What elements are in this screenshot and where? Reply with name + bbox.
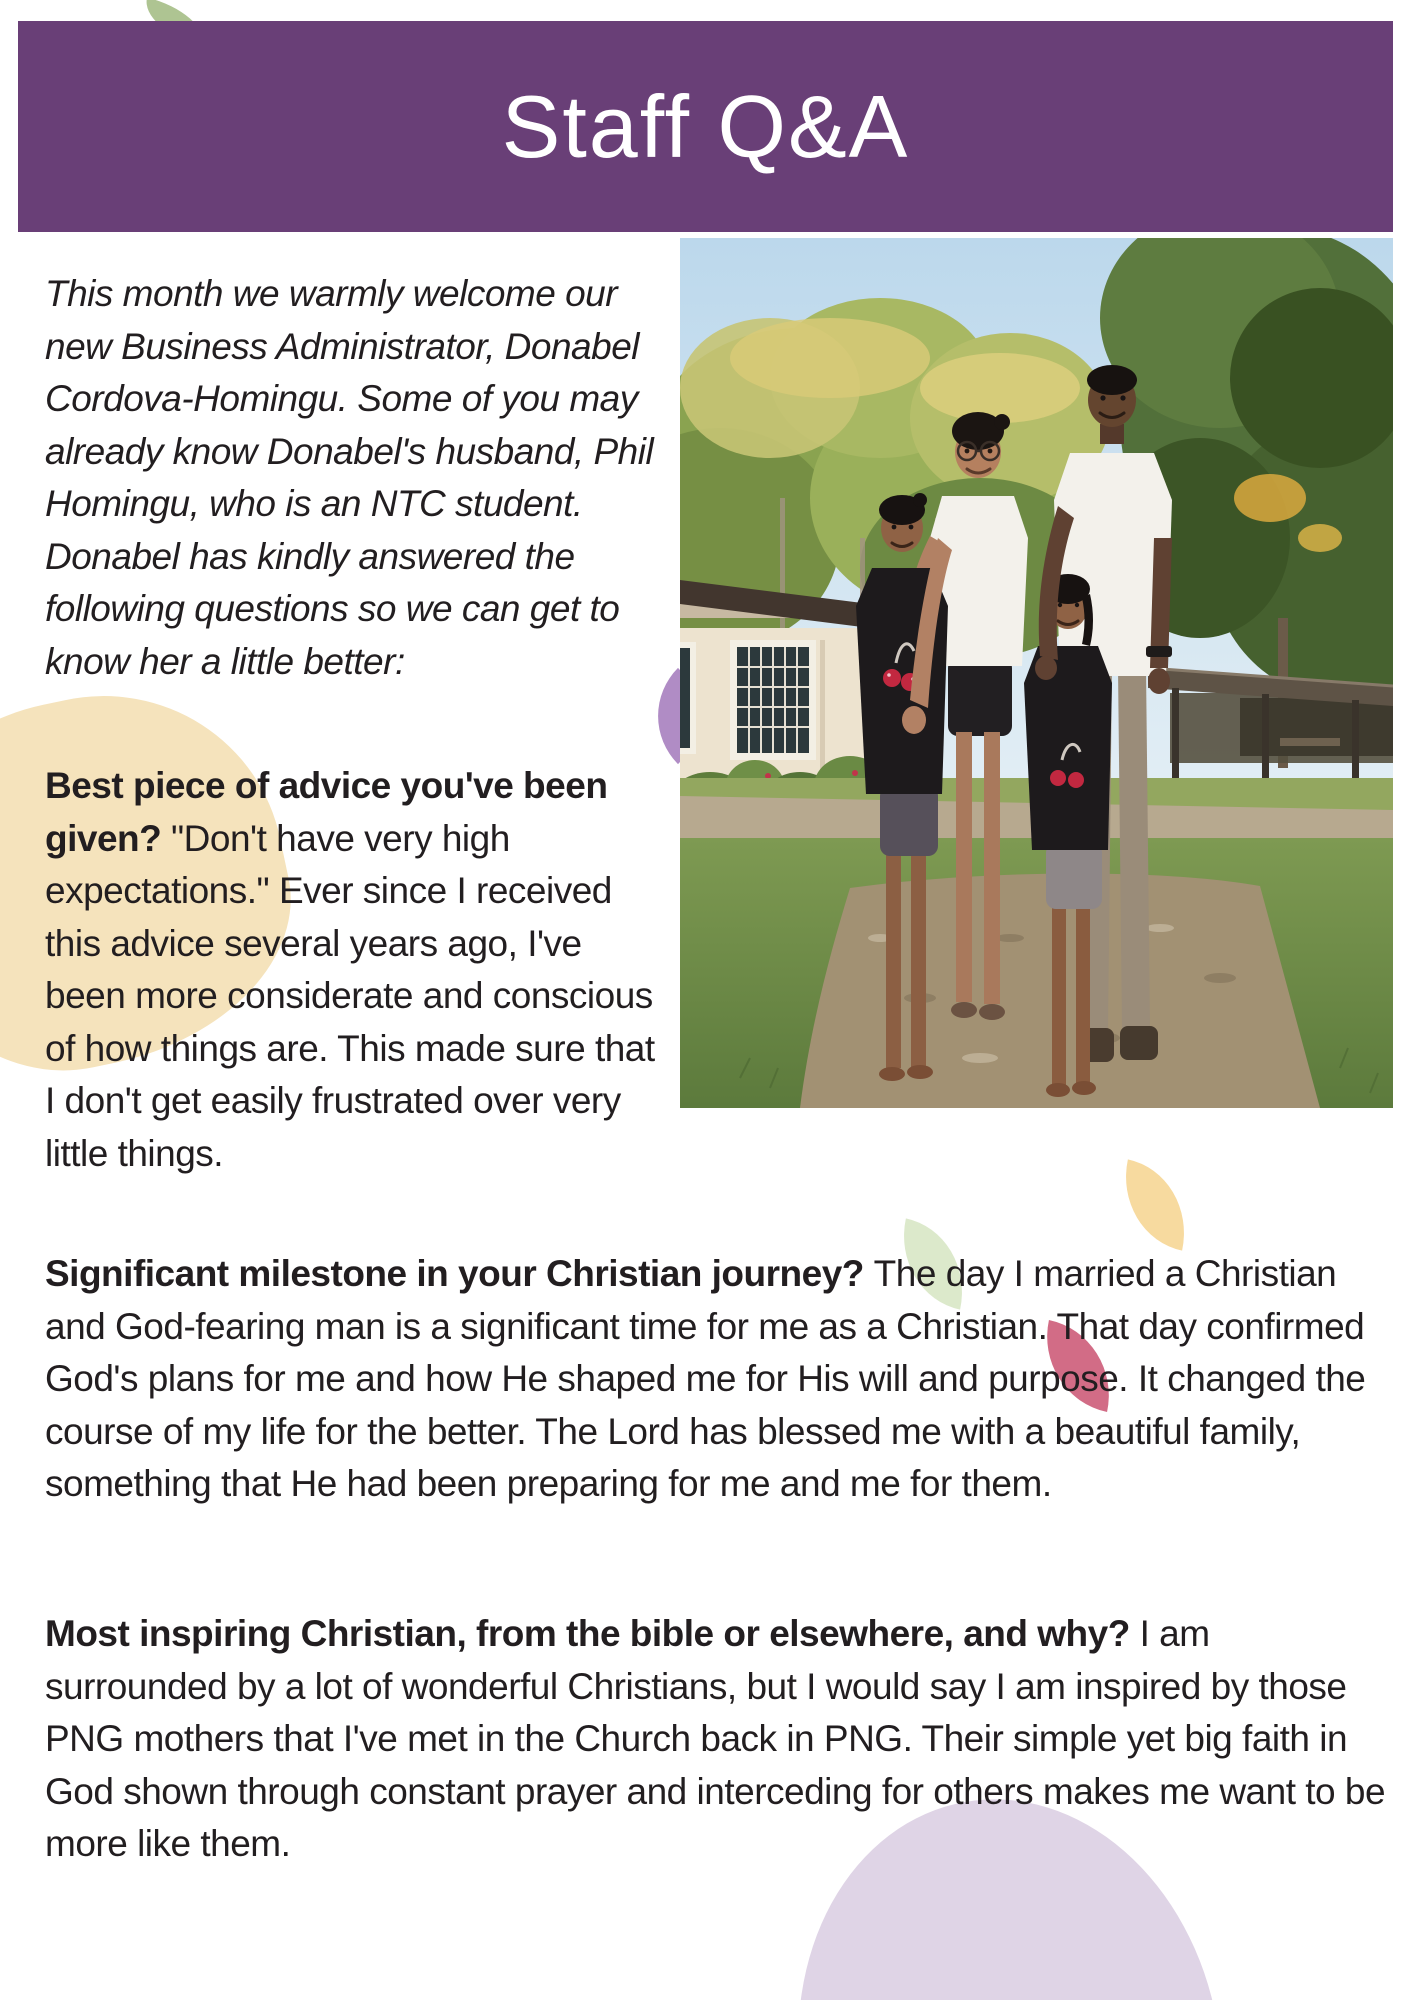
family-photo (680, 238, 1393, 1108)
qa-milestone-answer: The day I married a Christian and God-fearing man is a significant time for me as a Christian. That day confirmed God's plans for me and how He shaped me for His will and purpose. It changed the course of my life for the better. The Lord has blessed me with a beautiful family, something that He had been preparing for me and me for them. (45, 1253, 1366, 1504)
qa-milestone (45, 1248, 1387, 1511)
header-banner (18, 21, 1393, 232)
qa-advice-question: Best piece of advice you've been given? (45, 765, 608, 859)
qa-inspiring (45, 1608, 1387, 1871)
qa-advice (45, 760, 660, 1180)
qa-inspiring-question: Most inspiring Christian, from the bible or elsewhere, and why? (45, 1613, 1130, 1654)
qa-milestone-question: Significant milestone in your Christian journey? (45, 1253, 864, 1294)
page-title: Staff Q&A (501, 76, 910, 176)
qa-advice-answer: "Don't have very high expectations." Ever since I received this advice several years ago, I've been more considerate and conscious of how things are. This made sure that I don't get easily frustrated over very little things. (45, 817, 655, 1174)
intro-paragraph: This month we warmly welcome our new Business Administrator, Donabel Cordova-Homingu. Some of you may already know Donabel's husband, Phil Homingu, who is an NTC student. Donabel has kindly answered the following questions so we can get to know her a little better: (45, 273, 654, 682)
qa-inspiring-answer: I am surrounded by a lot of wonderful Christians, but I would say I am inspired by those PNG mothers that I've met in the Church back in PNG. Their simple yet big faith in God shown through constant prayer and interceding for others makes me want to be more like them. (45, 1613, 1386, 1864)
yellow-leaf-mid-icon (1112, 1159, 1199, 1250)
